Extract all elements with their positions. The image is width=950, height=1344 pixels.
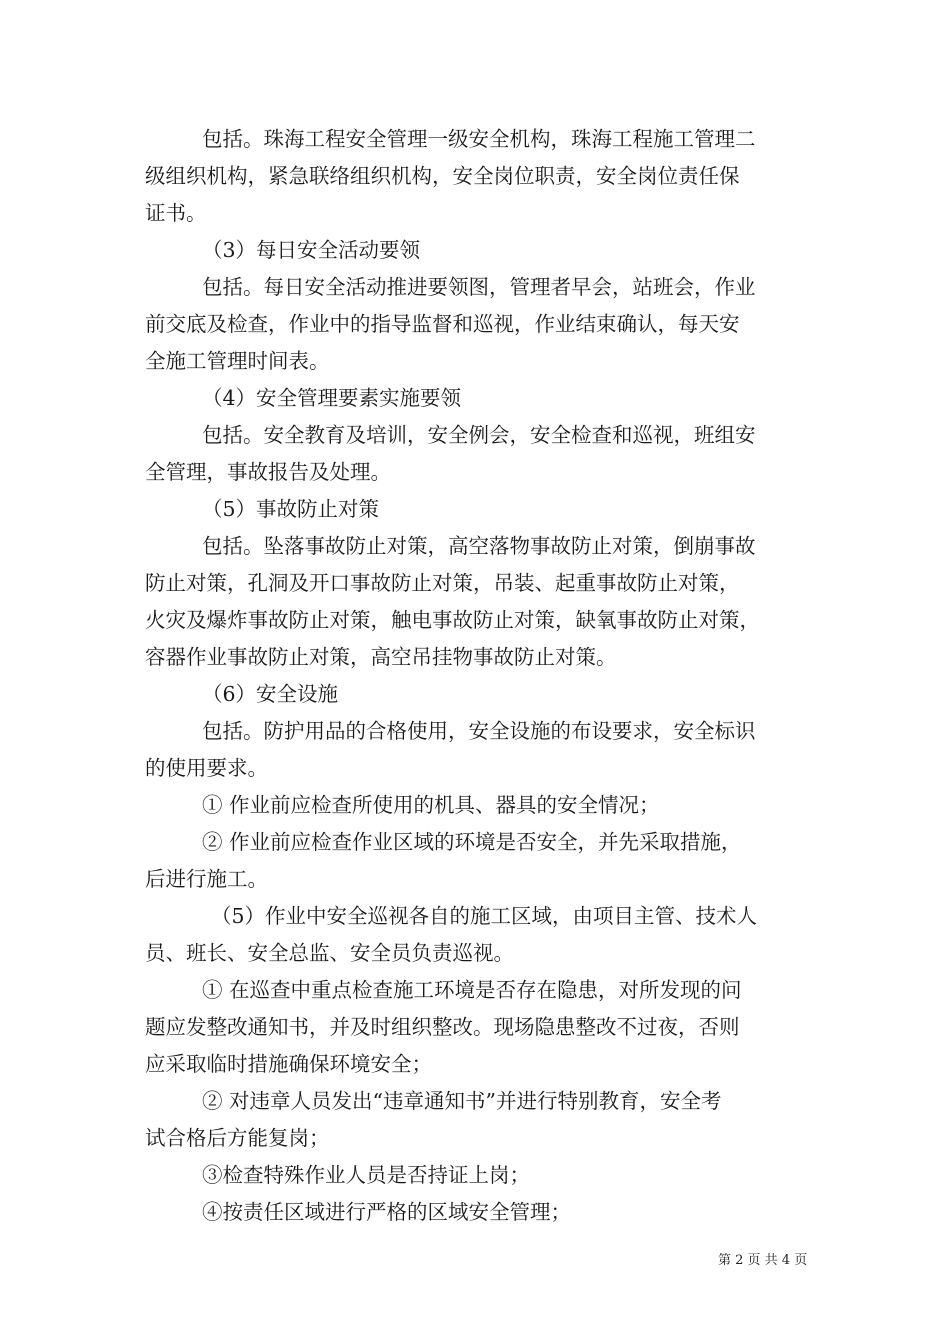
text-line: 全管理，事故报告及处理。 bbox=[145, 460, 391, 484]
text-line: 员、班长、安全总监、安全员负责巡视。 bbox=[145, 941, 514, 965]
text-line: （4）安全管理要素实施要领 bbox=[202, 386, 462, 410]
text-line: 应采取临时措施确保环境安全； bbox=[145, 1052, 432, 1076]
text-line: ② 对违章人员发出“违章通知书”并进行特别教育，安全考 bbox=[202, 1089, 722, 1113]
text-line: 全施工管理时间表。 bbox=[145, 349, 330, 373]
text-line: ③检查特殊作业人员是否持证上岗； bbox=[202, 1163, 530, 1187]
text-line: ① 在巡查中重点检查施工环境是否存在隐患，对所发现的问 bbox=[202, 978, 742, 1002]
text-line: ① 作业前应检查所使用的机具、器具的安全情况； bbox=[202, 793, 660, 817]
text-line: 火灾及爆炸事故防止对策，触电事故防止对策，缺氧事故防止对策， bbox=[145, 608, 760, 632]
text-line: 容器作业事故防止对策，高空吊挂物事故防止对策。 bbox=[145, 645, 617, 669]
text-line: （3）每日安全活动要领 bbox=[202, 238, 421, 262]
text-line: 后进行施工。 bbox=[145, 867, 268, 891]
text-line: （5）事故防止对策 bbox=[202, 497, 380, 521]
text-line: 防止对策，孔洞及开口事故防止对策，吊装、起重事故防止对策， bbox=[145, 571, 740, 595]
page-number-footer: 第 2 页 共 4 页 bbox=[718, 1253, 808, 1268]
document-body bbox=[145, 121, 825, 1231]
text-line: （6）安全设施 bbox=[202, 682, 339, 706]
text-line: 的使用要求。 bbox=[145, 756, 268, 780]
text-line: 前交底及检查，作业中的指导监督和巡视，作业结束确认，每天安 bbox=[145, 312, 740, 336]
text-line: 证书。 bbox=[145, 201, 207, 225]
text-line: 包括。每日安全活动推进要领图，管理者早会，站班会，作业 bbox=[202, 275, 756, 299]
text-line: 级组织机构，紧急联络组织机构，安全岗位职责，安全岗位责任保 bbox=[145, 164, 740, 188]
text-line: ④按责任区域进行严格的区域安全管理； bbox=[202, 1200, 571, 1224]
text-line: 包括。防护用品的合格使用，安全设施的布设要求，安全标识 bbox=[202, 719, 756, 743]
text-line: 包括。安全教育及培训，安全例会，安全检查和巡视，班组安 bbox=[202, 423, 756, 447]
text-line: 包括。珠海工程安全管理一级安全机构，珠海工程施工管理二 bbox=[202, 127, 756, 151]
text-line: （5）作业中安全巡视各自的施工区域，由项目主管、技术人 bbox=[211, 904, 758, 928]
text-line: 包括。坠落事故防止对策，高空落物事故防止对策，倒崩事故 bbox=[202, 534, 756, 558]
text-line: 题应发整改通知书，并及时组织整改。现场隐患整改不过夜，否则 bbox=[145, 1015, 740, 1039]
text-line: ② 作业前应检查作业区域的环境是否安全，并先采取措施， bbox=[202, 830, 742, 854]
text-line: 试合格后方能复岗； bbox=[145, 1126, 330, 1150]
